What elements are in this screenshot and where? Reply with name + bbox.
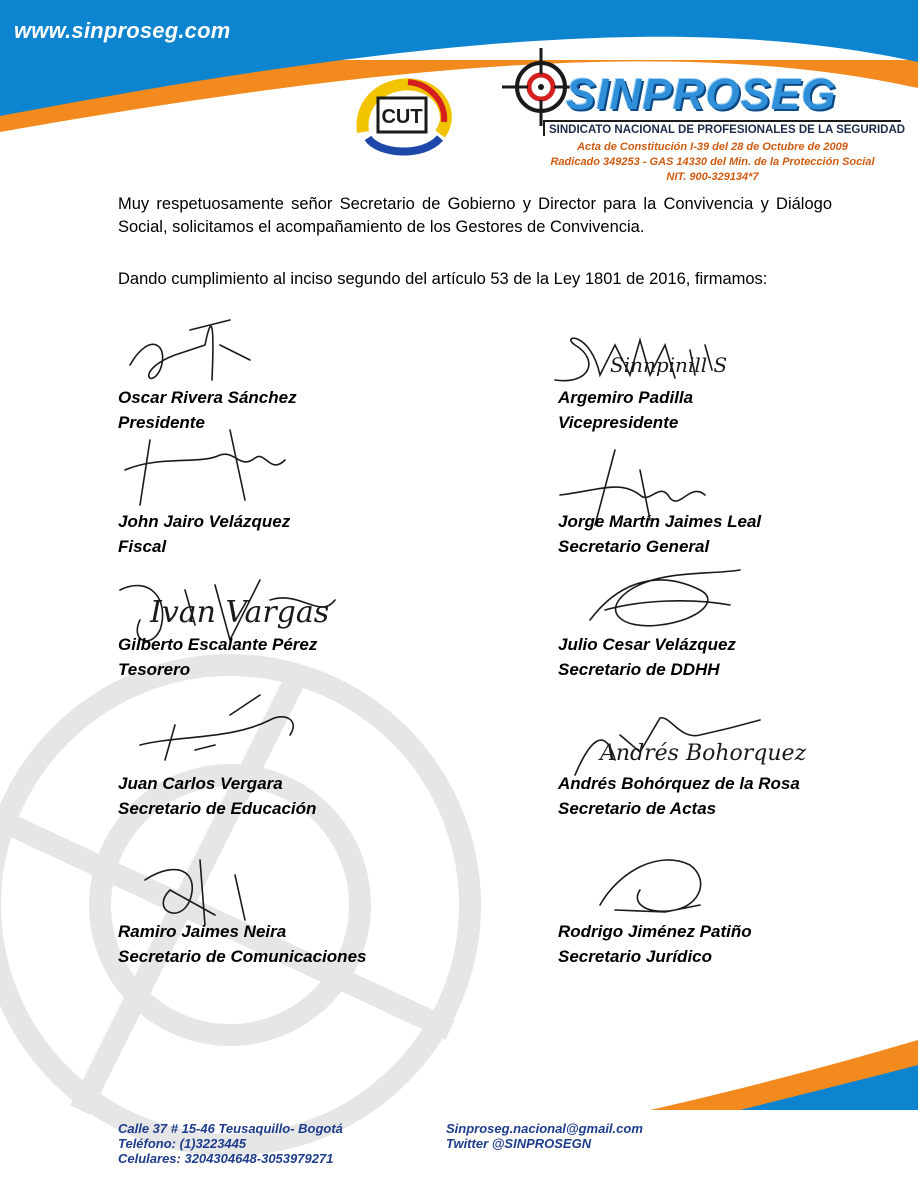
signature-gilberto-text: Ivan Vargas bbox=[150, 595, 330, 630]
signatory-role: Secretario de Actas bbox=[558, 799, 717, 818]
footer-address: Calle 37 # 15-46 Teusaquillo- Bogotá bbox=[118, 1121, 343, 1136]
signatory-name: Jorge Martín Jaimes Leal bbox=[558, 512, 762, 531]
signatory-name: Gilberto Escalante Pérez bbox=[118, 635, 318, 654]
signatory-name: John Jairo Velázquez bbox=[118, 512, 291, 531]
signatory-name: Ramiro Jaimes Neira bbox=[118, 922, 287, 941]
signature-rodrigo bbox=[600, 860, 701, 912]
signatory-role: Tesorero bbox=[118, 660, 191, 679]
website-url[interactable]: www.sinproseg.com bbox=[14, 18, 231, 43]
signatory-name: Oscar Rivera Sánchez bbox=[118, 388, 297, 407]
cut-logo-text: CUT bbox=[381, 106, 423, 128]
signatory-role: Secretario de DDHH bbox=[558, 660, 720, 679]
legal-line: Radicado 349253 - GAS 14330 del Min. de la Protección Social bbox=[550, 156, 875, 168]
signatory-name: Juan Carlos Vergara bbox=[118, 774, 283, 793]
signature-oscar bbox=[130, 320, 250, 380]
brand-name: SINPROSEG bbox=[566, 70, 837, 119]
signatory-role: Vicepresidente bbox=[558, 413, 679, 432]
footer-online bbox=[446, 1121, 643, 1151]
signature-argemiro-text: Sinnpinill S bbox=[610, 353, 728, 377]
signatory-role: Secretario de Educación bbox=[118, 799, 317, 818]
signature-john bbox=[125, 430, 285, 505]
signatory-role: Secretario de Comunicaciones bbox=[118, 947, 367, 966]
footer-mobiles: Celulares: 3204304648-3053979271 bbox=[118, 1151, 334, 1166]
signatory-name: Julio Cesar Velázquez bbox=[558, 635, 736, 654]
signatory-name: Rodrigo Jiménez Patiño bbox=[558, 922, 752, 941]
legal-line: NIT. 900-329134*7 bbox=[666, 171, 759, 183]
compliance-paragraph: Dando cumplimiento al inciso segundo del artículo 53 de la Ley 1801 de 2016, firmamos: bbox=[118, 270, 768, 288]
footer-email[interactable]: Sinproseg.nacional@gmail.com bbox=[446, 1121, 643, 1136]
footer-phone: Teléfono: (1)3223445 bbox=[118, 1136, 247, 1151]
signatory-role: Secretario Jurídico bbox=[558, 947, 713, 966]
brand-subtitle: SINDICATO NACIONAL DE PROFESIONALES DE LA SEGURIDAD bbox=[543, 120, 901, 136]
signature-ramiro bbox=[145, 860, 245, 925]
signatory-name: Andrés Bohórquez de la Rosa bbox=[558, 774, 800, 793]
legal-line: Acta de Constitución I-39 del 28 de Octubre de 2009 bbox=[577, 141, 848, 153]
signatory-role: Secretario General bbox=[558, 537, 710, 556]
signatory-role: Fiscal bbox=[118, 537, 167, 556]
signatory-role: Presidente bbox=[118, 413, 205, 432]
signature-julio bbox=[590, 570, 740, 626]
signature-andres-text: Andrés Bohorquez bbox=[600, 741, 807, 766]
signatory-name: Argemiro Padilla bbox=[558, 388, 694, 407]
footer-twitter[interactable]: Twitter @SINPROSEGN bbox=[446, 1136, 592, 1151]
request-paragraph: Muy respetuosamente señor Secretario de Gobierno y Director para la Convivencia y Diálogo Social, solicitamos el acompañamiento de los Gestores de Convivencia. bbox=[118, 195, 832, 236]
signature-juan bbox=[140, 695, 293, 760]
footer-contact bbox=[118, 1121, 343, 1166]
